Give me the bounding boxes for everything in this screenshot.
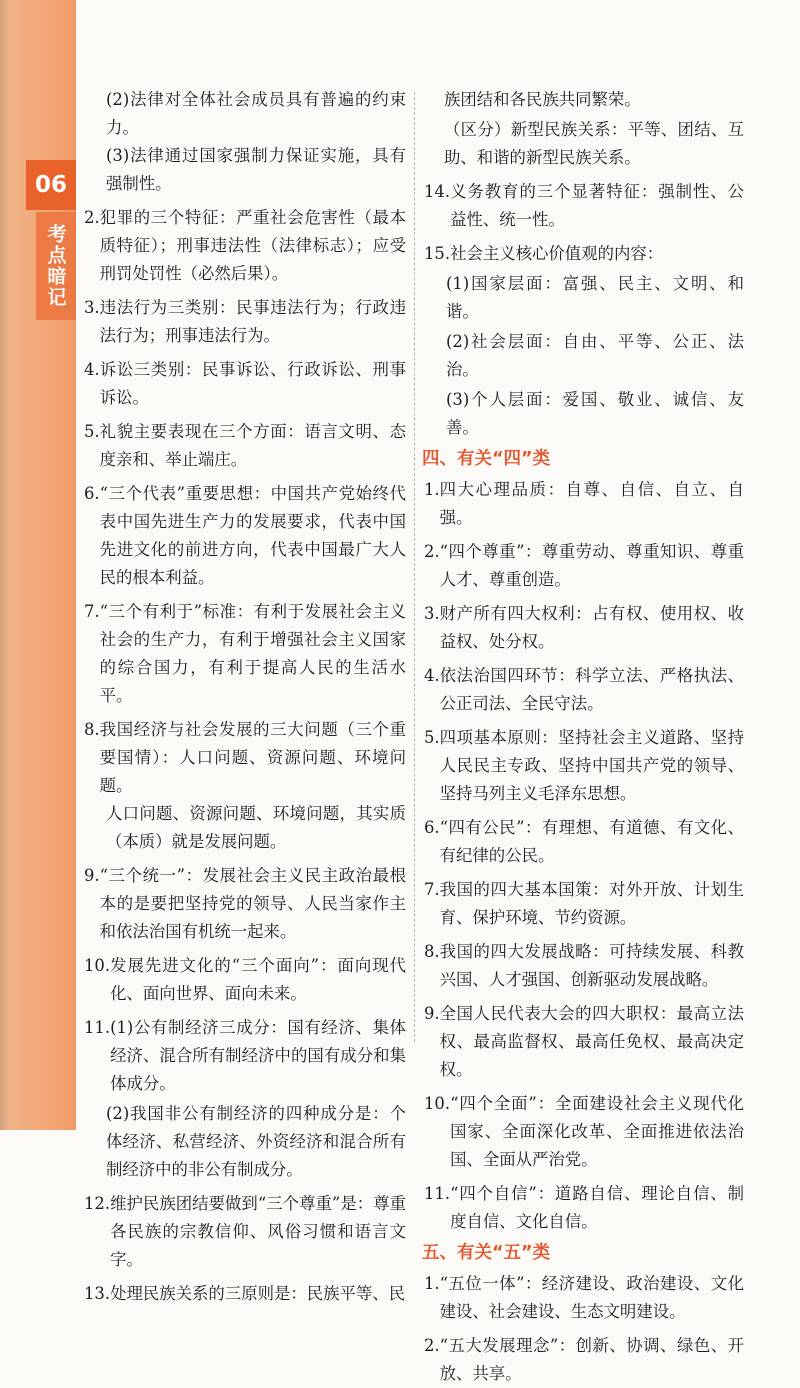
left-column [84,86,406,1308]
list-item [84,862,406,946]
item-sub-text: (1)国家层面：富强、民主、文明、和谐。 [446,274,744,321]
item-text: 处理民族关系的三原则是：民族平等、民 [110,1284,406,1303]
item-sub-text: 人口问题、资源问题、环境问题，其实质（本质）就是发展问题。 [106,804,406,851]
item-number: 1. [424,480,440,499]
continued-text: 族团结和各民族共同繁荣。 [444,90,641,109]
list-item [84,598,406,710]
chapter-number-badge: 06 [26,160,76,210]
item-text: “四个尊重”：尊重劳动、尊重知识、尊重人才、尊重创造。 [439,542,744,589]
list-item [424,1270,744,1326]
item-number: 7. [424,880,440,899]
distinction-note: （区分）新型民族关系：平等、团结、互助、和谐的新型民族关系。 [444,120,744,167]
list-item [424,876,744,932]
item-text: 我国的四大基本国策：对外开放、计划生育、保护环境、节约资源。 [439,880,744,927]
list-item [84,356,406,412]
item-text: 四项基本原则：坚持社会主义道路、坚持人民民主专政、坚持中国共产党的领导、坚持马列主义毛泽东思想。 [439,728,744,803]
list-item [84,418,406,474]
item-number: 6. [424,818,440,837]
item-text: 财产所有四大权利：占有权、使用权、收益权、处分权。 [439,604,744,651]
item-number: 2. [84,208,100,227]
list-item [84,1280,406,1308]
law-point-2: (2)法律对全体社会成员具有普遍的约束力。 [106,90,406,137]
section-heading-four: 四、有关“四”类 [422,449,551,469]
list-item [424,178,744,234]
item-text: “五位一体”：经济建设、政治建设、文化建设、社会建设、生态文明建设。 [439,1274,744,1321]
list-item [424,662,744,718]
list-item [424,1090,744,1174]
item-text: “五大发展理念”：创新、协调、绿色、开放、共享。 [439,1336,744,1383]
list-item [424,600,744,656]
item-number: 5. [84,422,100,441]
column-divider [414,92,415,1042]
item-text: “四个全面”：全面建设社会主义现代化国家、全面深化改革、全面推进依法治国、全面从严治党。 [450,1094,744,1169]
item-text: 四大心理品质：自尊、自信、自立、自强。 [439,480,744,527]
item-text: 诉讼三类别：民事诉讼、行政诉讼、刑事诉讼。 [99,360,406,407]
list-item [424,724,744,808]
item-number: 11. [84,1018,111,1037]
list-item [424,938,744,994]
page-edge-shadow [0,0,10,1130]
item-text: 犯罪的三个特征：严重社会危害性（最本质特征）；刑事违法性（法律标志）；应受刑罚处罚性（必然后果）。 [99,208,406,283]
item-text: “四有公民”：有理想、有道德、有文化、有纪律的公民。 [439,818,744,865]
list-item [84,716,406,800]
list-item [84,480,406,592]
item-text: (1)公有制经济三成分：国有经济、集体经济、混合所有制经济中的国有成分和集体成分。 [110,1018,406,1093]
item-sub-text: (2)社会层面：自由、平等、公正、法治。 [446,332,744,379]
item-number: 5. [424,728,440,747]
item-text: 礼貌主要表现在三个方面：语言文明、态度亲和、举止端庄。 [99,422,406,469]
section-heading-five: 五、有关“五”类 [422,1243,551,1263]
item-text: “三个统一”：发展社会主义民主政治最根本的是要把坚持党的领导、人民当家作主和依法治国有机统一起来。 [99,866,406,941]
item-number: 9. [84,866,100,885]
right-column [424,86,744,1388]
list-item [424,814,744,870]
list-item [84,1190,406,1274]
list-item [424,1180,744,1236]
item-number: 13. [84,1284,111,1303]
item-number: 3. [84,298,100,317]
item-sub-text: (2)我国非公有制经济的四种成分是：个体经济、私营经济、外资经济和混合所有制经济中的非公有制成分。 [106,1104,406,1179]
item-number: 7. [84,602,100,621]
item-number: 12. [84,1194,111,1213]
list-item [424,240,744,268]
item-number: 8. [84,720,100,739]
chapter-label-tab: 考点暗记 [36,212,76,320]
item-text: 我国的四大发展战略：可持续发展、科教兴国、人才强国、创新驱动发展战略。 [439,942,744,989]
item-text: 发展先进文化的“三个面向”：面向现代化、面向世界、面向未来。 [110,956,406,1003]
item-text: 社会主义核心价值观的内容： [450,244,664,263]
item-number: 10. [424,1094,451,1113]
item-number: 1. [424,1274,440,1293]
item-number: 3. [424,604,440,623]
item-number: 2. [424,542,440,561]
list-item [424,1332,744,1388]
item-number: 14. [424,182,451,201]
list-item [424,538,744,594]
item-number: 10. [84,956,111,975]
list-item [84,1014,406,1098]
item-text: “三个有利于”标准：有利于发展社会主义社会的生产力，有利于增强社会主义国家的综合国力，有利于提高人民的生活水平。 [99,602,406,705]
item-text: 违法行为三类别：民事违法行为；行政违法行为；刑事违法行为。 [99,298,406,345]
item-number: 11. [424,1184,451,1203]
item-text: 我国经济与社会发展的三大问题（三个重要国情）：人口问题、资源问题、环境问题。 [99,720,406,795]
list-item [84,294,406,350]
item-text: 义务教育的三个显著特征：强制性、公益性、统一性。 [450,182,744,229]
item-number: 15. [424,244,451,263]
item-number: 4. [424,666,440,685]
item-text: 全国人民代表大会的四大职权：最高立法权、最高监督权、最高任免权、最高决定权。 [439,1004,744,1079]
item-text: 维护民族团结要做到“三个尊重”是：尊重各民族的宗教信仰、风俗习惯和语言文字。 [110,1194,406,1269]
item-number: 2. [424,1336,440,1355]
item-number: 4. [84,360,100,379]
list-item [84,952,406,1008]
item-number: 8. [424,942,440,961]
item-text: “三个代表”重要思想：中国共产党始终代表中国先进生产力的发展要求，代表中国先进文化的前进方向，代表中国最广大人民的根本利益。 [99,484,406,587]
list-item [84,204,406,288]
item-text: “四个自信”：道路自信、理论自信、制度自信、文化自信。 [450,1184,744,1231]
item-sub-text: (3)个人层面：爱国、敬业、诚信、友善。 [446,390,744,437]
item-text: 依法治国四环节：科学立法、严格执法、公正司法、全民守法。 [439,666,744,713]
item-number: 9. [424,1004,440,1023]
law-point-3: (3)法律通过国家强制力保证实施，具有强制性。 [106,146,406,193]
list-item [424,1000,744,1084]
item-number: 6. [84,484,100,503]
list-item [424,476,744,532]
